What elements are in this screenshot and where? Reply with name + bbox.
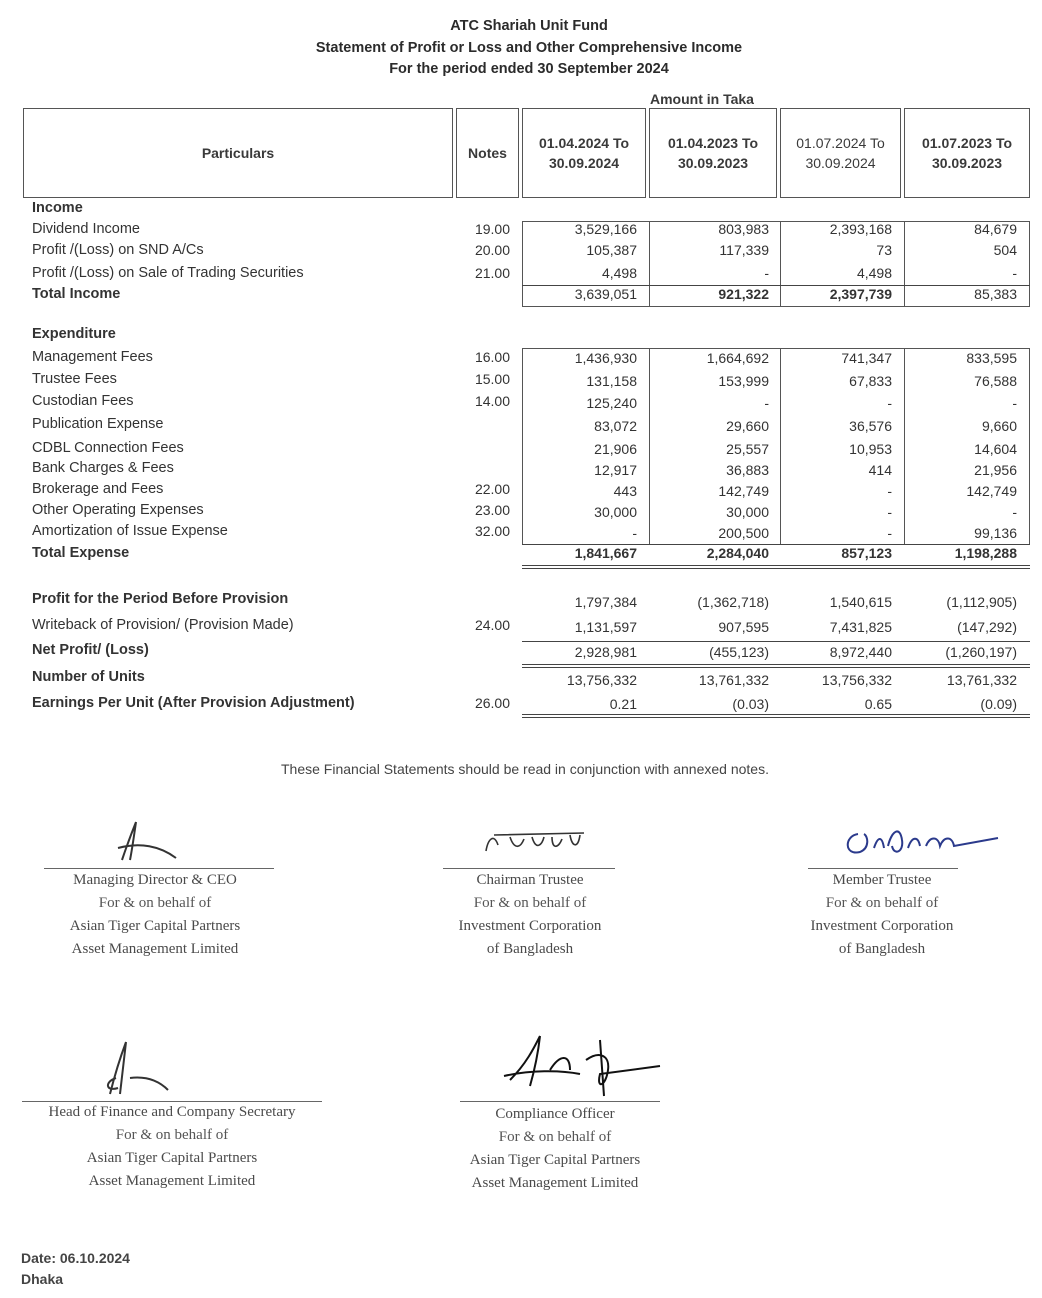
row-value: - xyxy=(632,525,637,541)
annexed-notes-footnote: These Financial Statements should be read in conjunction with annexed notes. xyxy=(281,761,769,777)
row-value: (147,292) xyxy=(957,619,1017,635)
income-heading: Income xyxy=(32,200,83,216)
signatory-md-ceo: Managing Director & CEO For & on behalf of Asian Tiger Capital Partners Asset Management Limited xyxy=(69,872,241,957)
statement-title: Statement of Profit or Loss and Other Comprehensive Income xyxy=(315,40,743,56)
row-value: 1,436,930 xyxy=(574,350,637,366)
row-value: 83,072 xyxy=(594,418,637,434)
row-value: - xyxy=(887,483,892,499)
row-value: (1,260,197) xyxy=(945,644,1017,660)
row-value: 504 xyxy=(993,242,1017,258)
row-note: 20.00 xyxy=(474,242,510,258)
net-profit-label: Net Profit/ (Loss) xyxy=(32,642,149,658)
expenditure-heading: Expenditure xyxy=(32,326,116,342)
row-value: 73 xyxy=(876,242,892,258)
row-value: 13,756,332 xyxy=(821,672,892,688)
statement-date: Date: 06.10.2024 xyxy=(21,1250,130,1266)
row-value: 1,198,288 xyxy=(954,545,1017,561)
row-value: 200,500 xyxy=(718,525,769,541)
row-value: 13,761,332 xyxy=(698,672,769,688)
row-value: - xyxy=(887,395,892,411)
row-value: 29,660 xyxy=(726,418,769,434)
row-value: 1,131,597 xyxy=(574,619,637,635)
row-value: - xyxy=(1012,265,1017,281)
row-value: 833,595 xyxy=(966,350,1017,366)
income-row-label: Dividend Income xyxy=(32,221,140,237)
row-value: 85,383 xyxy=(974,286,1017,302)
row-value: 1,540,615 xyxy=(829,594,892,610)
row-value: 857,123 xyxy=(841,545,892,561)
expense-row-label: Brokerage and Fees xyxy=(32,481,164,497)
period-header-1: 01.04.2024 To 30.09.2024 xyxy=(522,108,646,198)
row-value: 105,387 xyxy=(586,242,637,258)
signatory-head-finance: Head of Finance and Company Secretary For & on behalf of Asian Tiger Capital Partners Asset Management Limited xyxy=(48,1104,296,1189)
row-value: 1,664,692 xyxy=(706,350,769,366)
period-header-4: 01.07.2023 To 30.09.2023 xyxy=(904,108,1030,198)
row-value: 99,136 xyxy=(974,525,1017,541)
row-value: 4,498 xyxy=(856,265,892,281)
row-value: 803,983 xyxy=(718,221,769,237)
row-note: 14.00 xyxy=(474,393,510,409)
row-value: 21,906 xyxy=(594,441,637,457)
row-value: 13,756,332 xyxy=(566,672,637,688)
signatory-chairman-trustee: Chairman Trustee For & on behalf of Investment Corporation of Bangladesh xyxy=(458,872,602,957)
row-note: 22.00 xyxy=(474,481,510,497)
row-note: 16.00 xyxy=(474,349,510,365)
row-value: (455,123) xyxy=(709,644,769,660)
row-value: 9,660 xyxy=(981,418,1017,434)
row-note: 21.00 xyxy=(474,265,510,281)
row-value: 30,000 xyxy=(726,504,769,520)
row-note: 19.00 xyxy=(474,221,510,237)
statement-place: Dhaka xyxy=(21,1271,64,1287)
row-value: 2,928,981 xyxy=(574,644,637,660)
profit-before-provision-label: Profit for the Period Before Provision xyxy=(32,591,289,607)
row-value: 2,284,040 xyxy=(706,545,769,561)
total-expense-label: Total Expense xyxy=(32,545,130,561)
earnings-per-unit-label: Earnings Per Unit (After Provision Adjustment) xyxy=(32,695,355,711)
particulars-header: Particulars xyxy=(23,108,453,198)
number-of-units-label: Number of Units xyxy=(32,669,145,685)
signature-chairman-trustee xyxy=(480,825,590,859)
row-value: (0.09) xyxy=(980,696,1017,712)
total-income-label: Total Income xyxy=(32,286,121,302)
row-note: 23.00 xyxy=(474,502,510,518)
income-row-label: Profit /(Loss) on Sale of Trading Securities xyxy=(32,265,304,281)
row-value: 25,557 xyxy=(726,441,769,457)
expense-row-label: Custodian Fees xyxy=(32,393,134,409)
row-value: 907,595 xyxy=(718,619,769,635)
row-value: - xyxy=(887,504,892,520)
income-row-label: Profit /(Loss) on SND A/Cs xyxy=(32,242,204,258)
expense-row-label: Amortization of Issue Expense xyxy=(32,523,228,539)
row-note: 32.00 xyxy=(474,523,510,539)
row-value: 14,604 xyxy=(974,441,1017,457)
row-value: 8,972,440 xyxy=(829,644,892,660)
amount-unit: Amount in Taka xyxy=(650,91,754,107)
row-value: (0.03) xyxy=(732,696,769,712)
row-value: 153,999 xyxy=(718,373,769,389)
signatory-member-trustee: Member Trustee For & on behalf of Investment Corporation of Bangladesh xyxy=(810,872,954,957)
row-value: 67,833 xyxy=(849,373,892,389)
statement-period: For the period ended 30 September 2024 xyxy=(389,61,669,77)
row-value: 4,498 xyxy=(601,265,637,281)
row-note: 24.00 xyxy=(474,617,510,633)
signature-head-finance xyxy=(100,1038,180,1098)
row-value: 7,431,825 xyxy=(829,619,892,635)
row-value: 12,917 xyxy=(594,462,637,478)
row-value: 414 xyxy=(868,462,892,478)
row-value: 131,158 xyxy=(586,373,637,389)
row-value: 3,639,051 xyxy=(574,286,637,302)
expense-row-label: Trustee Fees xyxy=(32,371,117,387)
row-value: 0.21 xyxy=(609,696,637,712)
notes-header: Notes xyxy=(456,108,519,198)
income-box xyxy=(522,221,1030,307)
row-value: - xyxy=(1012,504,1017,520)
expense-row-label: Management Fees xyxy=(32,349,153,365)
row-value: (1,112,905) xyxy=(946,594,1017,610)
row-value: 2,397,739 xyxy=(829,286,892,302)
row-value: 1,797,384 xyxy=(574,594,637,610)
row-value: 3,529,166 xyxy=(574,221,637,237)
row-value: 142,749 xyxy=(718,483,769,499)
row-value: (1,362,718) xyxy=(697,594,769,610)
row-value: 21,956 xyxy=(974,462,1017,478)
expense-row-label: Other Operating Expenses xyxy=(32,502,204,518)
expense-row-label: CDBL Connection Fees xyxy=(32,440,184,456)
fund-name: ATC Shariah Unit Fund xyxy=(450,18,608,34)
row-value: 117,339 xyxy=(719,242,769,258)
row-value: 84,679 xyxy=(974,221,1017,237)
row-value: - xyxy=(764,265,769,281)
row-note: 26.00 xyxy=(474,695,510,711)
row-value: 921,322 xyxy=(718,286,769,302)
signature-member-trustee xyxy=(838,818,1008,866)
row-value: 741,347 xyxy=(841,350,892,366)
signature-md-ceo xyxy=(110,818,190,866)
expense-row-label: Bank Charges & Fees xyxy=(32,460,174,476)
row-value: 443 xyxy=(613,483,637,499)
row-value: 10,953 xyxy=(849,441,892,457)
row-value: 142,749 xyxy=(966,483,1017,499)
row-value: - xyxy=(764,395,769,411)
row-value: 125,240 xyxy=(586,395,637,411)
row-note: 15.00 xyxy=(474,371,510,387)
row-value: - xyxy=(887,525,892,541)
row-value: 1,841,667 xyxy=(574,545,637,561)
expense-box xyxy=(522,348,1030,544)
row-value: 30,000 xyxy=(594,504,637,520)
expense-row-label: Publication Expense xyxy=(32,416,164,432)
period-header-3: 01.07.2024 To 30.09.2024 xyxy=(780,108,901,198)
period-header-2: 01.04.2023 To 30.09.2023 xyxy=(649,108,777,198)
row-value: 0.65 xyxy=(864,696,892,712)
signatory-compliance-officer: Compliance Officer For & on behalf of Asian Tiger Capital Partners Asset Management Limited xyxy=(469,1106,641,1191)
signature-compliance-officer xyxy=(500,1030,670,1098)
writeback-provision-label: Writeback of Provision/ (Provision Made) xyxy=(32,617,294,633)
row-value: 36,576 xyxy=(849,418,892,434)
row-value: - xyxy=(1012,395,1017,411)
row-value: 2,393,168 xyxy=(829,221,892,237)
row-value: 13,761,332 xyxy=(946,672,1017,688)
row-value: 76,588 xyxy=(974,373,1017,389)
row-value: 36,883 xyxy=(726,462,769,478)
